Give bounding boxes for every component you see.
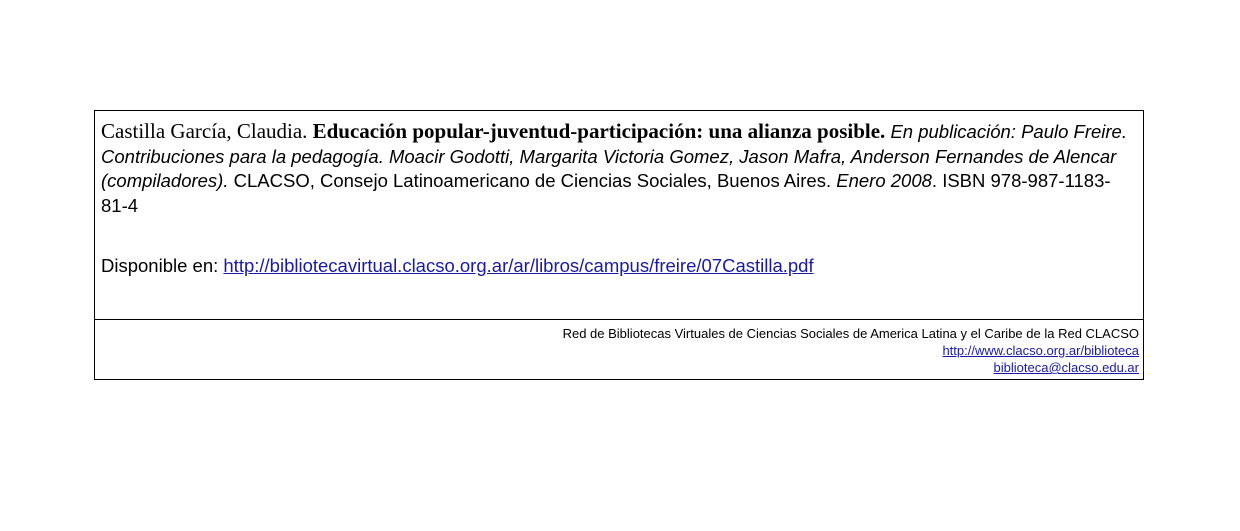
- footer-block: [563, 325, 1139, 376]
- footer-email-link[interactable]: biblioteca@clacso.edu.ar: [993, 360, 1139, 375]
- footer-divider: [95, 319, 1143, 320]
- citation-text: [101, 119, 1131, 218]
- footer-network-text: Red de Bibliotecas Virtuales de Ciencias Sociales de America Latina y el Caribe de la Red CLACSO: [562, 326, 1139, 341]
- citation-in-publication: En publicación: Paulo Freire. Contribuciones para la pedagogía. Moacir Godotti, Margarita Victoria Gomez, Jason Mafra, Anderson Fernandes de Alencar (compiladores).: [101, 121, 1127, 191]
- citation-title: Educación popular-juventud-participación: una alianza posible.: [312, 119, 886, 143]
- citation-author: Castilla García, Claudia.: [101, 119, 308, 143]
- citation-publisher: CLACSO, Consejo Latinoamericano de Ciencias Sociales, Buenos Aires.: [233, 170, 832, 191]
- citation-date: Enero 2008: [836, 170, 932, 191]
- availability-line: [101, 254, 814, 278]
- availability-link[interactable]: http://bibliotecavirtual.clacso.org.ar/ar/libros/campus/freire/07Castilla.pdf: [223, 255, 814, 276]
- footer-website-link[interactable]: http://www.clacso.org.ar/biblioteca: [942, 343, 1139, 358]
- citation-box: [94, 110, 1144, 380]
- availability-label: Disponible en:: [101, 255, 219, 276]
- citation-isbn: . ISBN 978-987-1183-81-4: [101, 170, 1111, 216]
